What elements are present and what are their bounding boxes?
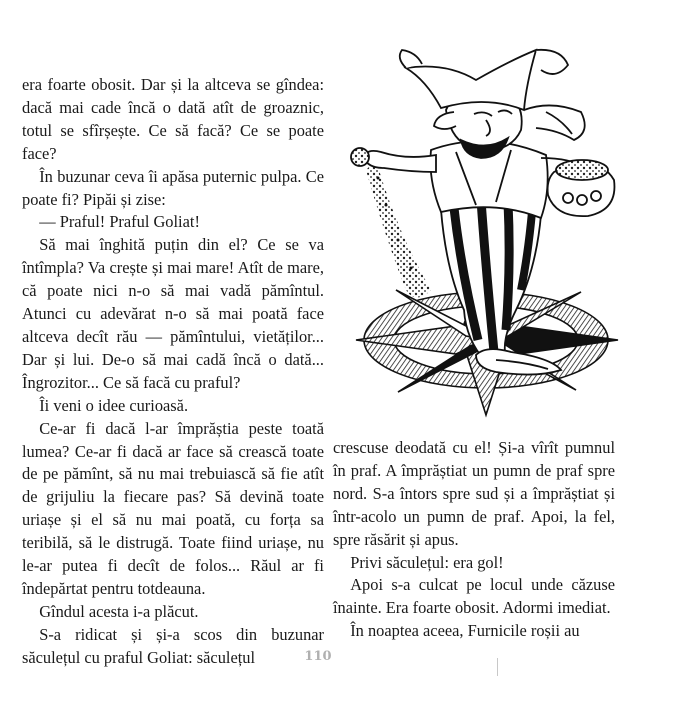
gnome-illustration xyxy=(336,40,626,425)
paragraph: Ce-ar fi dacă l-ar împrăștia peste toată lumea? Ce-ar fi dacă ar face să crească toate de pe pămînt, să nu mai trebuiască să fie atît de grijuliu la fiecare pas? Să devină toate uriașe și el să nu mai poată, cu forța sa teribilă, să le distrugă. Toate fiind uriașe, nu le-ar putea fi decît de folos... Răul ar fi îndepărtat pentru totdeauna. xyxy=(22,418,324,598)
paragraph: era foarte obosit. Dar și la altceva se gîndea: dacă mai cade încă o dată atît de groaznic, totul se sfîrșește. Ce să facă? Ce se poate face? xyxy=(22,75,324,163)
paragraph: În buzunar ceva îi apăsa puternic pulpa. Ce poate fi? Pipăi și zise: xyxy=(22,166,324,209)
paragraph: S-a ridicat și și-a scos din buzunar săculețul cu praful Goliat: săculețul xyxy=(22,624,324,667)
page-number: 110 xyxy=(304,649,332,664)
paragraph: crescuse deodată cu el! Și-a vîrît pumnul în praf. A împrăștiat un pumn de praf spre nord. S-a întors spre sud și a împrăștiat și într-acolo un pumn de praf. Apoi, la fel, spre răsărit și apus. xyxy=(333,438,615,549)
dialog-line: — Praful! Praful Goliat! xyxy=(39,212,200,232)
dust-stream xyxy=(366,160,431,298)
margin-mark xyxy=(497,658,498,676)
paragraph: Îi veni o idee curioasă. xyxy=(39,395,189,415)
dust-bag xyxy=(541,158,614,216)
paragraph: În noaptea aceea, Furnicile roșii au xyxy=(350,621,580,641)
paragraph: Gîndul acesta i-a plăcut. xyxy=(39,601,199,621)
paragraph: Privi săculețul: era gol! xyxy=(350,552,504,572)
right-text-column xyxy=(333,437,615,643)
paragraph: Apoi s-a culcat pe locul unde căzuse înainte. Era foarte obosit. Adormi imediat. xyxy=(333,575,615,618)
paragraph: Să mai înghită puțin din el? Ce se va întîmpla? Va crește și mai mare! Atît de mare, că poate nici n-o să mai vadă pămîntul. Atunci cu adevărat n-o să mai poată face altceva decît rău — pămîntului, vietăților... Dar și lui. De-o să mai cadă încă o dată... Îngrozitor... Ce să facă cu praful? xyxy=(22,235,324,392)
left-arm xyxy=(351,148,436,172)
left-text-column xyxy=(22,74,324,670)
